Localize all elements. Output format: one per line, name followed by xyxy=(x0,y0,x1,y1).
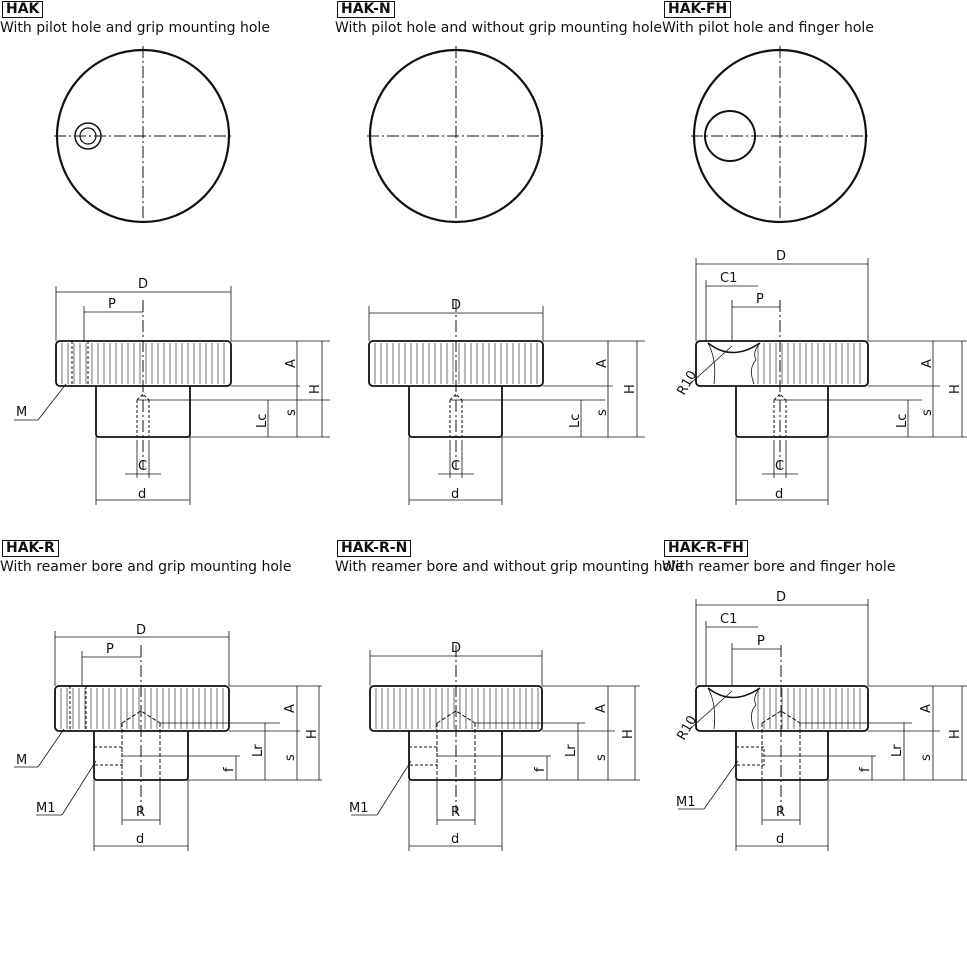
dim-label-d: d xyxy=(136,832,145,847)
dimensions xyxy=(14,286,322,505)
dim-label-f: f xyxy=(858,767,873,772)
dim-label-f: f xyxy=(222,767,237,772)
dim-label-H: H xyxy=(305,729,320,739)
side-view xyxy=(56,300,330,470)
dim-label-d: d xyxy=(776,832,785,847)
panel-hak-r xyxy=(0,539,322,965)
dim-label-C: C xyxy=(775,459,785,474)
model-description: With reamer bore and without grip mounting hole xyxy=(335,559,684,575)
dim-label-R10: R10 xyxy=(674,368,701,398)
hak-fh-drawing xyxy=(662,0,967,502)
dim-label-A: A xyxy=(920,359,935,368)
dim-label-s: s xyxy=(595,409,610,416)
dim-label-D: D xyxy=(776,249,787,264)
panel-hak xyxy=(0,0,323,502)
dim-label-f: f xyxy=(533,767,548,772)
dim-label-D: D xyxy=(451,641,462,656)
dim-label-H: H xyxy=(621,729,636,739)
dim-label-H: H xyxy=(308,384,323,394)
panel-hak-r-fh xyxy=(662,539,967,965)
dim-label-d: d xyxy=(775,487,784,502)
dim-label-D: D xyxy=(451,298,462,313)
dimensions xyxy=(14,631,319,851)
top-view xyxy=(691,46,869,226)
dim-label-D: D xyxy=(136,623,147,638)
dim-label-d: d xyxy=(451,832,460,847)
dim-label-s: s xyxy=(920,409,935,416)
hak-drawing xyxy=(0,0,323,502)
model-code: HAK-FH xyxy=(664,1,731,18)
side-view xyxy=(55,645,322,814)
side-view xyxy=(696,300,967,470)
dim-label-R: R xyxy=(451,805,461,820)
dim-label-M1: M1 xyxy=(676,795,696,810)
dimensions xyxy=(678,599,962,851)
hak-r-drawing xyxy=(0,539,322,852)
hak-r-fh-drawing xyxy=(662,539,967,852)
dim-label-d: d xyxy=(138,487,147,502)
model-code: HAK xyxy=(2,1,43,18)
dim-label-M: M xyxy=(16,405,28,420)
side-view xyxy=(370,645,640,814)
model-code: HAK-N xyxy=(337,1,395,18)
model-description: With pilot hole and without grip mounting hole xyxy=(335,20,663,36)
dim-label-s: s xyxy=(919,754,934,761)
model-description: With reamer bore and grip mounting hole xyxy=(0,559,292,575)
dim-label-C: C xyxy=(138,459,148,474)
dim-label-Lr: Lr xyxy=(890,744,905,757)
dim-label-M: M xyxy=(16,753,28,768)
hak-r-n-drawing xyxy=(335,539,657,852)
dim-label-D: D xyxy=(138,277,149,292)
dim-label-s: s xyxy=(594,754,609,761)
top-view xyxy=(54,46,232,226)
dim-label-P: P xyxy=(756,292,764,307)
model-description: With pilot hole and finger hole xyxy=(662,20,874,36)
dim-label-s: s xyxy=(284,409,299,416)
dim-label-M1: M1 xyxy=(36,801,56,816)
dim-label-P: P xyxy=(108,297,116,312)
model-code: HAK-R-N xyxy=(337,540,411,557)
dim-label-D: D xyxy=(776,590,787,605)
dim-label-A: A xyxy=(595,359,610,368)
dim-label-Lc: Lc xyxy=(895,413,910,428)
dim-label-C1: C1 xyxy=(720,271,738,286)
dim-label-Lr: Lr xyxy=(564,744,579,757)
dim-label-H: H xyxy=(948,729,963,739)
dim-label-C1: C1 xyxy=(720,612,738,627)
hak-n-drawing xyxy=(335,0,657,502)
panel-hak-n xyxy=(335,0,663,502)
dim-label-A: A xyxy=(283,704,298,713)
dim-label-Lc: Lc xyxy=(568,413,583,428)
dim-label-A: A xyxy=(919,704,934,713)
dim-label-A: A xyxy=(284,359,299,368)
dim-label-s: s xyxy=(283,754,298,761)
dim-label-Lr: Lr xyxy=(251,744,266,757)
model-description: With reamer bore and finger hole xyxy=(662,559,896,575)
dim-label-Lc: Lc xyxy=(255,413,270,428)
dim-label-P: P xyxy=(106,642,114,657)
dimensions xyxy=(690,258,962,505)
model-description: With pilot hole and grip mounting hole xyxy=(0,20,270,36)
dim-label-R: R xyxy=(136,805,146,820)
dim-label-A: A xyxy=(594,704,609,713)
dim-label-d: d xyxy=(451,487,460,502)
panel-hak-fh xyxy=(662,0,967,502)
dim-label-P: P xyxy=(757,634,765,649)
dim-label-H: H xyxy=(623,384,638,394)
dim-label-R10: R10 xyxy=(674,713,701,743)
dimensions xyxy=(351,650,635,851)
dim-label-H: H xyxy=(948,384,963,394)
top-view xyxy=(367,46,545,226)
side-view xyxy=(696,645,967,814)
side-view xyxy=(369,300,645,470)
model-code: HAK-R-FH xyxy=(664,540,748,557)
model-code: HAK-R xyxy=(2,540,59,557)
dim-label-C: C xyxy=(451,459,461,474)
dim-label-M1: M1 xyxy=(349,801,369,816)
dim-label-R: R xyxy=(776,805,786,820)
panel-hak-r-n xyxy=(335,539,684,965)
knurl-pattern xyxy=(758,343,860,384)
